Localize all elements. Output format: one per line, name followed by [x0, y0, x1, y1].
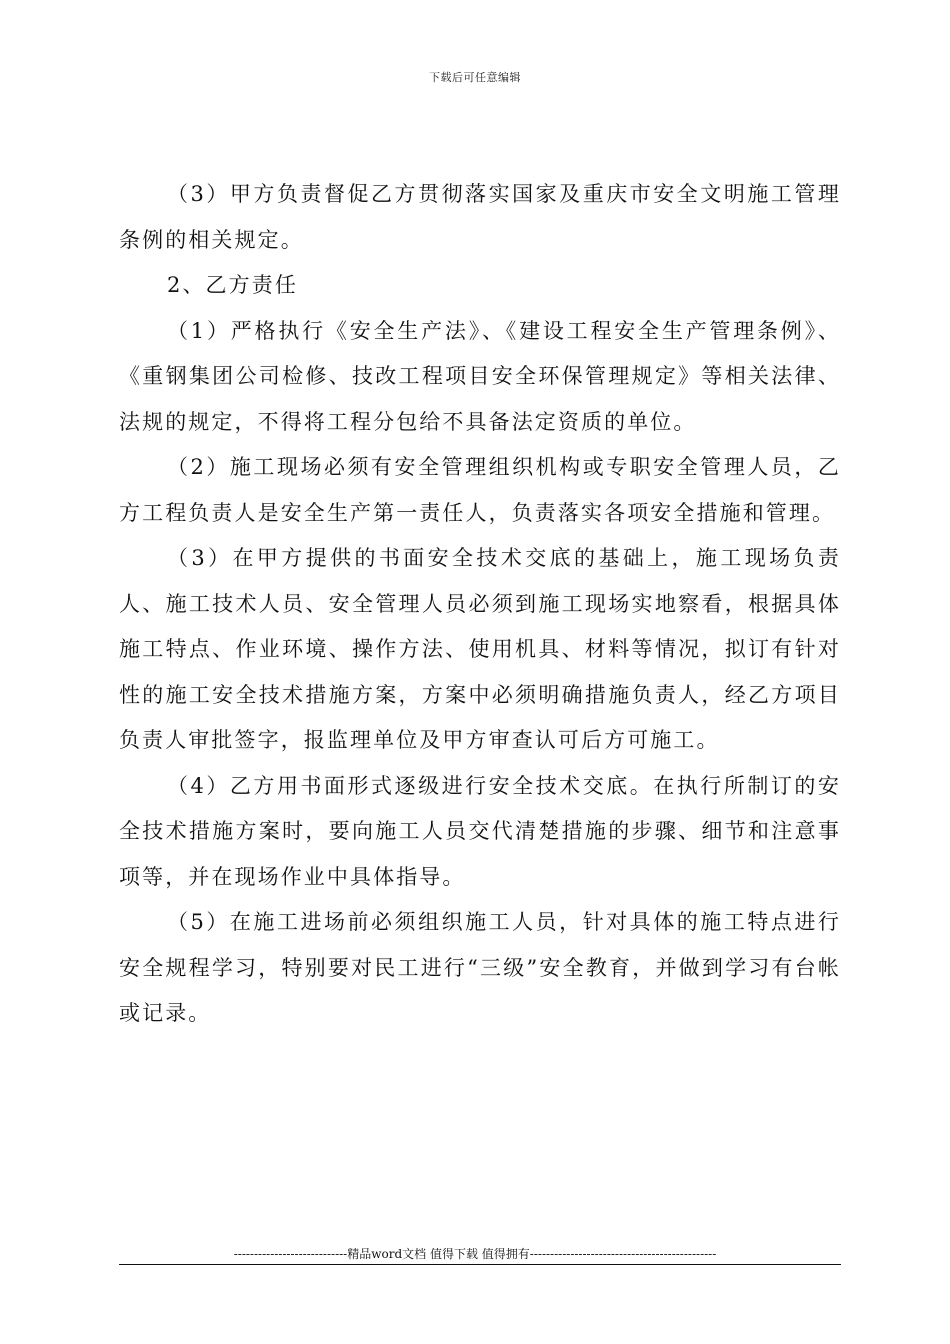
paragraph-3-supervise: （3）甲方负责督促乙方贯彻落实国家及重庆市安全文明施工管理条例的相关规定。	[119, 182, 841, 252]
paragraph-1-laws: （1）严格执行《安全生产法》、《建设工程安全生产管理条例》、《重钢集团公司检修、技改工程项目安全环保管理规定》等相关法律、法规的规定，不得将工程分包给不具备法定资质的单位。	[119, 318, 841, 434]
footer-divider	[119, 1264, 841, 1265]
page-footer-note: ----------------------------精品word文档 值得下载 值得拥有----------------------------------------------	[233, 1247, 717, 1261]
section-heading-party-b: 2、乙方责任	[167, 273, 298, 297]
paragraph-4-disclosure: （4）乙方用书面形式逐级进行安全技术交底。在执行所制订的安全技术措施方案时，要向施工人员交代清楚措施的步骤、细节和注意事项等，并在现场作业中具体指导。	[119, 773, 841, 889]
paragraph-3-technical-plan: （3）在甲方提供的书面安全技术交底的基础上，施工现场负责人、施工技术人员、安全管理人员必须到施工现场实地察看，根据具体施工特点、作业环境、操作方法、使用机具、材料等情况，拟订有针对性的施工安全技术措施方案，方案中必须明确措施负责人，经乙方项目负责人审批签字，报监理单位及甲方审查认可后方可施工。	[119, 546, 841, 752]
paragraph-5-training: （5）在施工进场前必须组织施工人员，针对具体的施工特点进行安全规程学习，特别要对民工进行“三级”安全教育，并做到学习有台帐或记录。	[119, 910, 841, 1025]
paragraph-2-organization: （2）施工现场必须有安全管理组织机构或专职安全管理人员，乙方工程负责人是安全生产第一责任人，负责落实各项安全措施和管理。	[119, 455, 841, 525]
page-header-note: 下载后可任意编辑	[429, 71, 521, 84]
document-body	[119, 172, 841, 1037]
